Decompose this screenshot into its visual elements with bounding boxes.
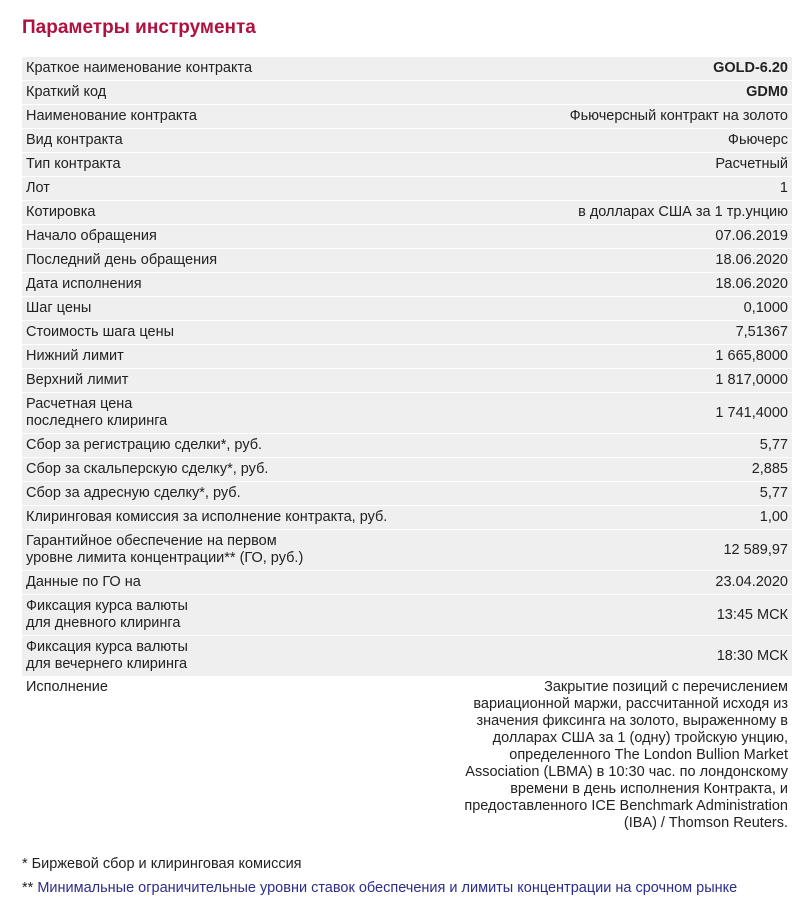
parameter-label: Данные по ГО на xyxy=(22,571,427,595)
parameter-row xyxy=(22,153,792,177)
parameter-label: Дата исполнения xyxy=(22,273,427,297)
parameter-label: Краткий код xyxy=(22,81,427,105)
parameter-value: Фьючерсный контракт на золото xyxy=(427,105,792,129)
parameter-row xyxy=(22,530,792,571)
parameter-row xyxy=(22,458,792,482)
parameter-row xyxy=(22,201,792,225)
parameter-label: Шаг цены xyxy=(22,297,427,321)
parameter-value: Расчетный xyxy=(427,153,792,177)
parameter-row xyxy=(22,506,792,530)
execution-row xyxy=(22,676,792,835)
parameter-value: 1 741,4000 xyxy=(427,393,792,434)
footnote-margin-levels xyxy=(22,880,737,896)
parameter-row xyxy=(22,434,792,458)
parameter-label: Верхний лимит xyxy=(22,369,427,393)
parameter-value: 0,1000 xyxy=(427,297,792,321)
parameter-row xyxy=(22,297,792,321)
parameter-row xyxy=(22,105,792,129)
execution-value: Закрытие позиций с перечислением вариационной маржи, рассчитанной исходя из значения фиксинга на золото, выраженному в долларах США за 1 (одну) тройскую унцию, определенного The London Bullion Market Association (LBMA) в 10:30 час. по лондонскому времени в день исполнения Контракта, и предоставленного ICE Benchmark Administration (IBA) / Thomson Reuters. xyxy=(464,679,788,831)
parameter-row xyxy=(22,321,792,345)
parameter-label: Вид контракта xyxy=(22,129,427,153)
parameter-value: 18.06.2020 xyxy=(427,273,792,297)
parameter-label: Краткое наименование контракта xyxy=(22,57,427,81)
parameters-table-body xyxy=(22,57,792,836)
parameter-label: Нижний лимит xyxy=(22,345,427,369)
parameter-label: Клиринговая комиссия за исполнение контракта, руб. xyxy=(22,506,427,530)
parameter-row xyxy=(22,249,792,273)
parameter-label: Фиксация курса валюты для вечернего клиринга xyxy=(22,636,427,677)
parameter-label: Последний день обращения xyxy=(22,249,427,273)
parameter-label: Сбор за адресную сделку*, руб. xyxy=(22,482,427,506)
parameter-row xyxy=(22,177,792,201)
parameter-label: Сбор за регистрацию сделки*, руб. xyxy=(22,434,427,458)
footnote-prefix: ** xyxy=(22,880,38,896)
parameter-value: 7,51367 xyxy=(427,321,792,345)
parameter-row xyxy=(22,571,792,595)
parameter-label: Фиксация курса валюты для дневного клиринга xyxy=(22,595,427,636)
parameter-value: 1 665,8000 xyxy=(427,345,792,369)
parameter-value: 23.04.2020 xyxy=(427,571,792,595)
footnote-exchange-fee: * Биржевой сбор и клиринговая комиссия xyxy=(22,856,302,872)
parameter-row xyxy=(22,81,792,105)
parameter-value: 1 xyxy=(427,177,792,201)
page-title: Параметры инструмента xyxy=(22,17,256,38)
parameter-row xyxy=(22,273,792,297)
parameter-label: Начало обращения xyxy=(22,225,427,249)
parameter-value: Фьючерс xyxy=(427,129,792,153)
parameter-row xyxy=(22,393,792,434)
parameter-row xyxy=(22,129,792,153)
parameter-row xyxy=(22,57,792,81)
parameter-value: 5,77 xyxy=(427,434,792,458)
parameter-row xyxy=(22,595,792,636)
parameter-value: 1 817,0000 xyxy=(427,369,792,393)
parameter-value: 18:30 МСК xyxy=(427,636,792,677)
parameter-value: 13:45 МСК xyxy=(427,595,792,636)
parameter-value: 07.06.2019 xyxy=(427,225,792,249)
margin-levels-link[interactable]: Минимальные ограничительные уровни ставок обеспечения и лимиты концентрации на срочном рынке xyxy=(37,880,738,896)
parameter-value: 5,77 xyxy=(427,482,792,506)
parameter-value: GDM0 xyxy=(427,81,792,105)
parameter-label: Котировка xyxy=(22,201,427,225)
parameter-label: Стоимость шага цены xyxy=(22,321,427,345)
parameter-label: Тип контракта xyxy=(22,153,427,177)
parameter-label: Расчетная цена последнего клиринга xyxy=(22,393,427,434)
parameter-label: Наименование контракта xyxy=(22,105,427,129)
parameter-row xyxy=(22,225,792,249)
parameter-label: Лот xyxy=(22,177,427,201)
parameters-table xyxy=(22,56,792,835)
execution-label: Исполнение xyxy=(26,679,108,695)
parameter-value: GOLD-6.20 xyxy=(427,57,792,81)
parameter-row xyxy=(22,482,792,506)
parameter-label: Сбор за скальперскую сделку*, руб. xyxy=(22,458,427,482)
parameter-value: 2,885 xyxy=(427,458,792,482)
parameter-row xyxy=(22,636,792,677)
parameter-row xyxy=(22,345,792,369)
parameter-row xyxy=(22,369,792,393)
parameter-value: 18.06.2020 xyxy=(427,249,792,273)
parameter-value: 1,00 xyxy=(427,506,792,530)
parameter-label: Гарантийное обеспечение на первом уровне лимита концентрации** (ГО, руб.) xyxy=(22,530,427,571)
parameter-value: 12 589,97 xyxy=(427,530,792,571)
parameter-value: в долларах США за 1 тр.унцию xyxy=(427,201,792,225)
